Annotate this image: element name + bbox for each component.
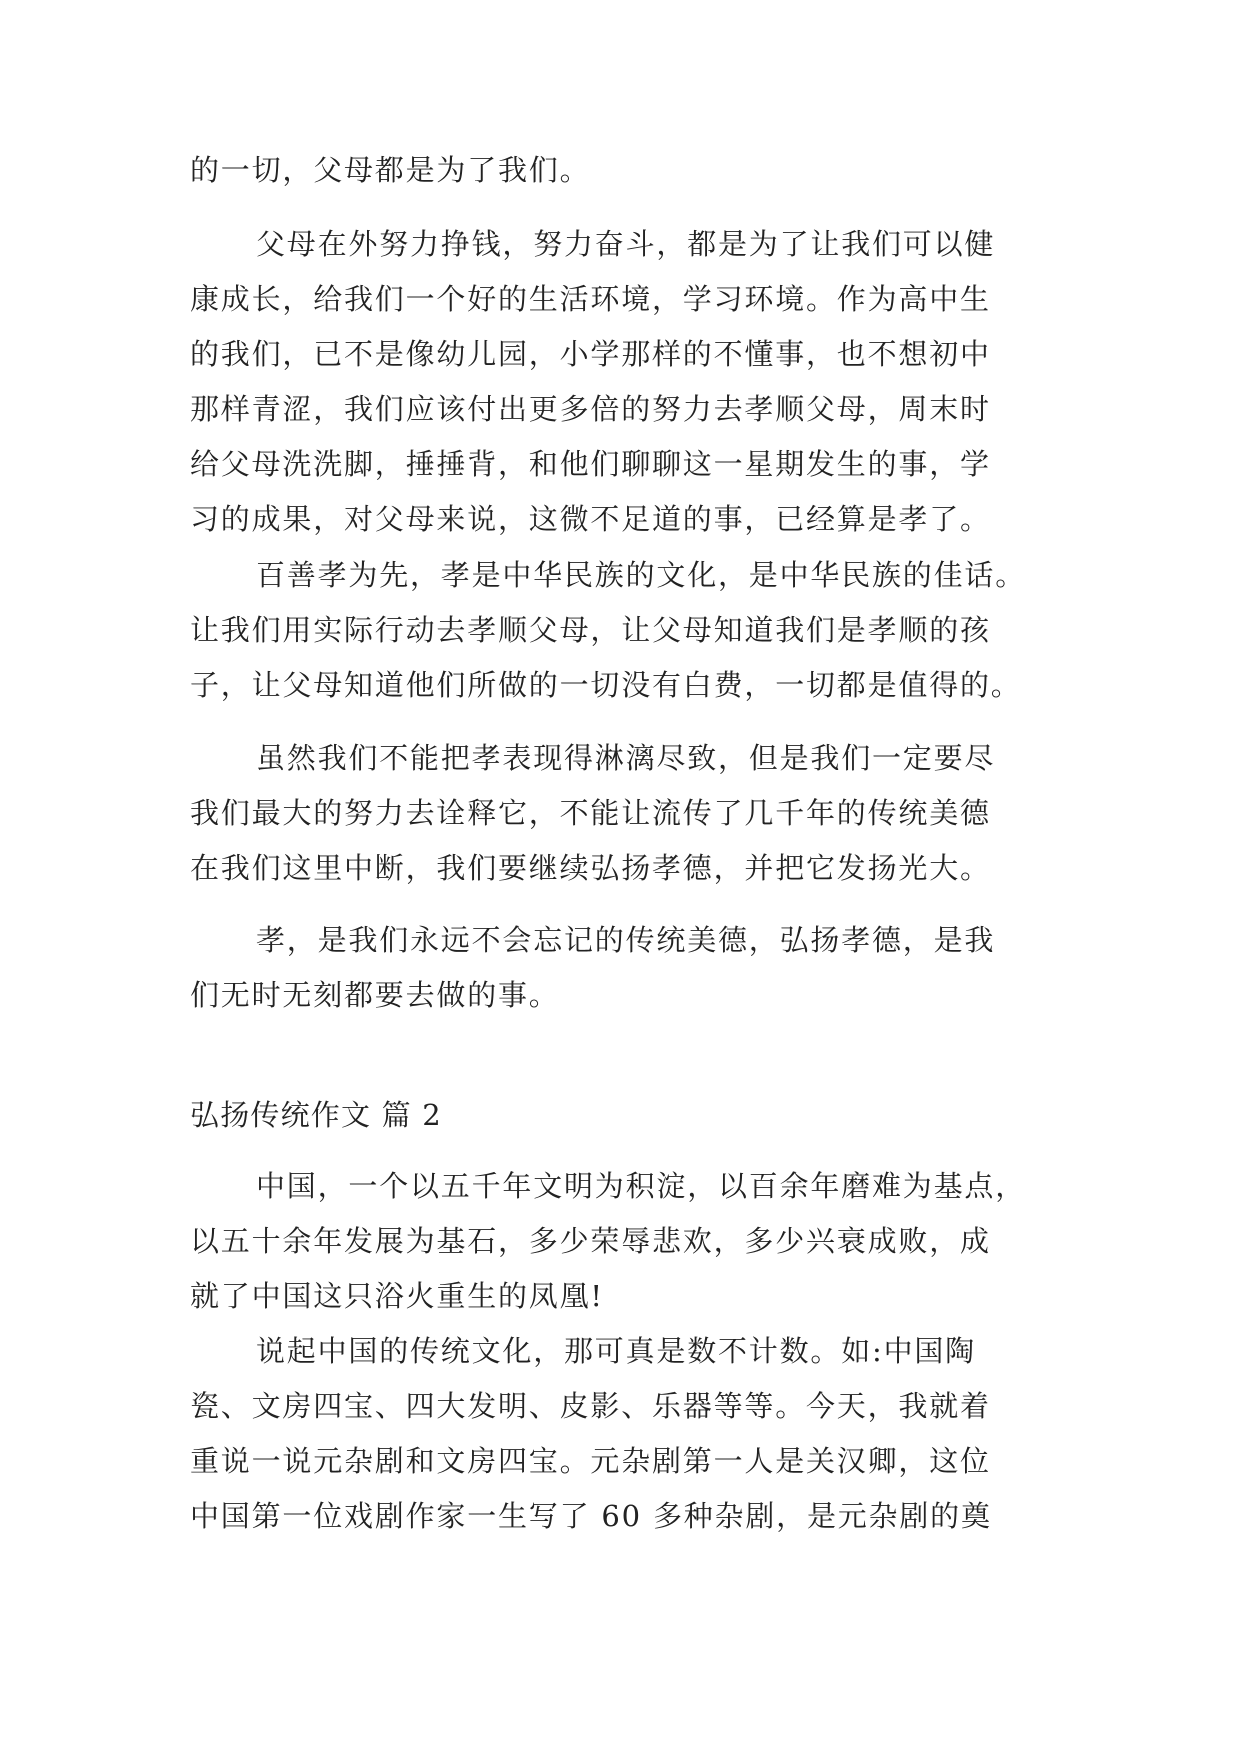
paragraph-line: 以五十余年发展为基石，多少荣辱悲欢，多少兴衰成败，成 (190, 1224, 991, 1258)
paragraph-line: 中国第一位戏剧作家一生写了 60 多种杂剧，是元杂剧的奠 (190, 1499, 992, 1533)
paragraph-line: 们无时无刻都要去做的事。 (190, 978, 560, 1012)
paragraph-line: 给父母洗洗脚，捶捶背，和他们聊聊这一星期发生的事，学 (190, 447, 991, 481)
paragraph-line: 康成长，给我们一个好的生活环境，学习环境。作为高中生 (190, 282, 991, 316)
paragraph-line: 我们最大的努力去诠释它，不能让流传了几千年的传统美德 (190, 796, 991, 830)
paragraph-line: 习的成果，对父母来说，这微不足道的事，已经算是孝了。 (190, 502, 991, 536)
paragraph-line: 瓷、文房四宝、四大发明、皮影、乐器等等。今天，我就着 (190, 1389, 991, 1423)
paragraph-line: 虽然我们不能把孝表现得淋漓尽致，但是我们一定要尽 (256, 741, 996, 775)
paragraph-line: 就了中国这只浴火重生的凤凰! (190, 1279, 604, 1313)
paragraph-line: 百善孝为先，孝是中华民族的文化，是中华民族的佳话。 (256, 558, 1027, 592)
paragraph-line: 那样青涩，我们应该付出更多倍的努力去孝顺父母，周末时 (190, 392, 991, 426)
paragraph-line: 的我们，已不是像幼儿园，小学那样的不懂事，也不想初中 (190, 337, 991, 371)
paragraph-line: 重说一说元杂剧和文房四宝。元杂剧第一人是关汉卿，这位 (190, 1444, 991, 1478)
paragraph-line: 父母在外努力挣钱，努力奋斗，都是为了让我们可以健 (256, 227, 996, 261)
paragraph-line: 说起中国的传统文化，那可真是数不计数。如:中国陶 (256, 1334, 976, 1368)
section-heading: 弘扬传统作文 篇 2 (190, 1098, 442, 1132)
paragraph-line: 孝，是我们永远不会忘记的传统美德，弘扬孝德，是我 (256, 923, 996, 957)
paragraph-line: 的一切，父母都是为了我们。 (190, 153, 591, 187)
paragraph-line: 中国，一个以五千年文明为积淀，以百余年磨难为基点， (256, 1169, 1027, 1203)
paragraph-line: 子，让父母知道他们所做的一切没有白费，一切都是值得的。 (190, 668, 1022, 702)
paragraph-line: 在我们这里中断，我们要继续弘扬孝德，并把它发扬光大。 (190, 851, 991, 885)
paragraph-line: 让我们用实际行动去孝顺父母，让父母知道我们是孝顺的孩 (190, 613, 991, 647)
